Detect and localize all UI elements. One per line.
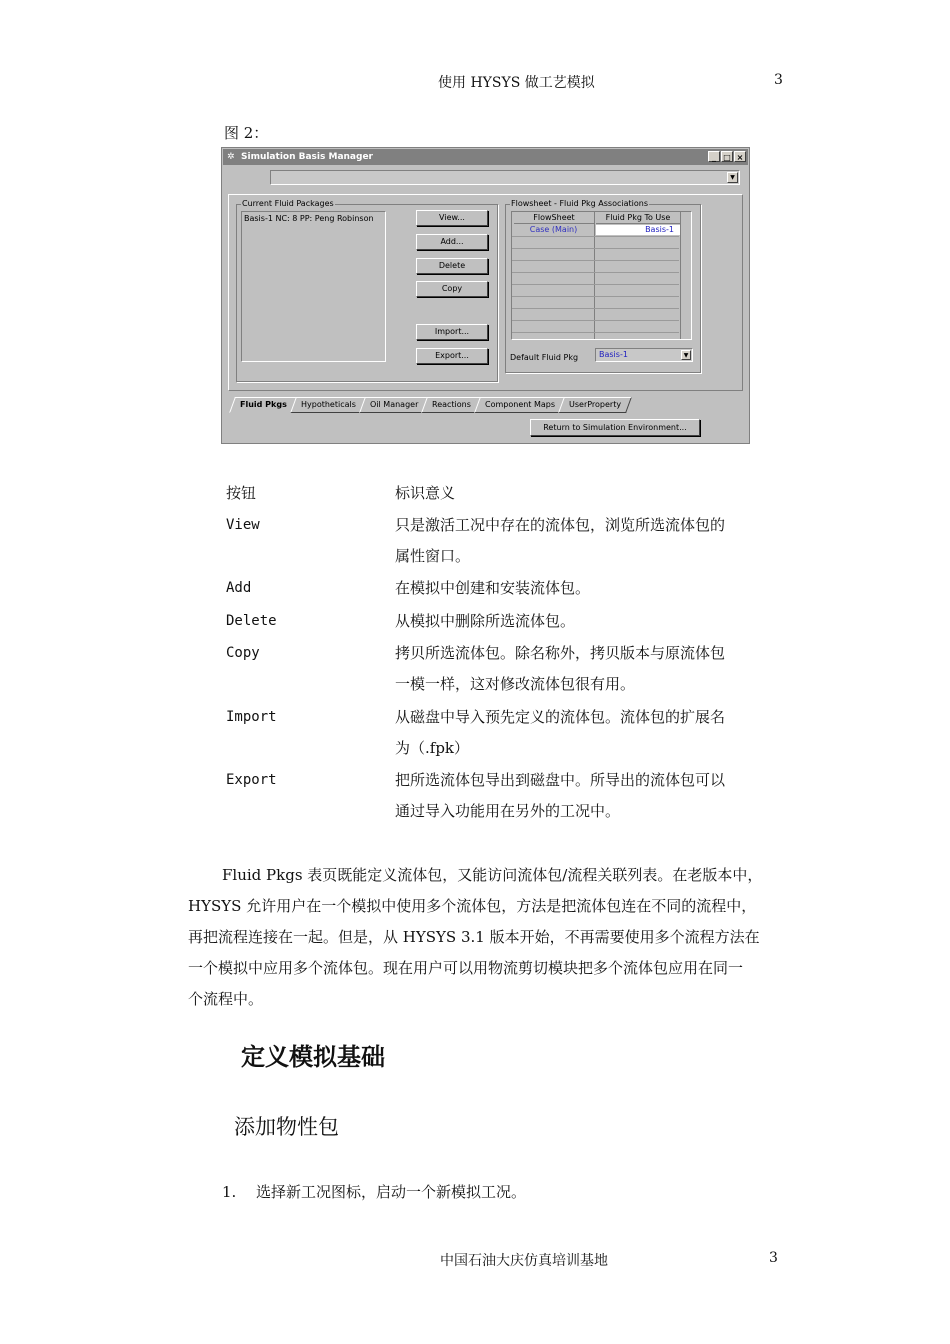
window-title: Simulation Basis Manager [241, 152, 373, 162]
assoc-table[interactable] [511, 211, 692, 340]
default-fluid-pkg-select[interactable] [595, 348, 693, 362]
subsection-heading: 添加物性包 [234, 1115, 339, 1139]
page-footer-text: 中国石油大庆仿真培训基地 [440, 1253, 608, 1269]
table-row-desc: 通过导入功能用在另外的工况中。 [395, 802, 621, 820]
paragraph-line: Fluid Pkgs 表页既能定义流体包，又能访问流体包/流程关联列表。在老版本中， [222, 866, 763, 884]
section-heading: 定义模拟基础 [241, 1043, 385, 1071]
table-col-meaning: 标识意义 [395, 484, 456, 502]
current-fluid-packages-label: Current Fluid Packages [242, 199, 334, 208]
figure-label: 图 2： [224, 124, 269, 142]
table-row-name: Export [226, 772, 277, 788]
table-col-button: 按钮 [226, 484, 257, 502]
assoc-group-label: Flowsheet - Fluid Pkg Associations [511, 199, 648, 208]
paragraph-line: HYSYS 允许用户在一个模拟中使用多个流体包，方法是把流体包连在不同的流程中， [188, 897, 757, 915]
table-row-desc: 从磁盘中导入预先定义的流体包。流体包的扩展名 [395, 708, 726, 726]
assoc-flowsheet-cell[interactable]: Case (Main) [529, 225, 578, 234]
page-footer-number: 3 [769, 1250, 778, 1266]
tab-fluid-pkgs[interactable]: Fluid Pkgs [229, 397, 298, 413]
maximize-button[interactable]: □ [721, 151, 733, 162]
close-button[interactable]: × [734, 151, 746, 162]
paragraph-line: 再把流程连接在一起。但是，从 HYSYS 3.1 版本开始，不再需要使用多个流程方法在 [188, 928, 760, 946]
top-combo[interactable] [270, 170, 740, 185]
table-row-desc: 只是激活工况中存在的流体包，浏览所选流体包的 [395, 516, 726, 534]
table-row-name: Add [226, 580, 252, 596]
chevron-down-icon[interactable]: ▼ [727, 172, 738, 183]
add-button[interactable]: Add... [416, 234, 488, 250]
paragraph-line: 个流程中。 [188, 990, 264, 1008]
table-row-name: Delete [226, 613, 277, 629]
table-row-desc: 一模一样，这对修改流体包很有用。 [395, 675, 636, 693]
view-button[interactable]: View... [416, 210, 488, 226]
import-button[interactable]: Import... [416, 324, 488, 340]
tab-strip [232, 397, 627, 413]
simulation-basis-manager-window [221, 147, 750, 444]
step-number: 1. [222, 1183, 237, 1201]
table-row-name: Import [226, 709, 277, 725]
tab-oil-manager[interactable]: Oil Manager [359, 397, 429, 413]
list-item[interactable]: Basis-1 NC: 8 PP: Peng Robinson [244, 214, 374, 223]
assoc-pkg-cell[interactable]: Basis-1 [596, 225, 680, 235]
assoc-col-flowsheet: FlowSheet [514, 213, 594, 224]
minimize-button[interactable]: _ [708, 151, 720, 162]
return-to-simulation-button[interactable]: Return to Simulation Environment... [530, 419, 700, 436]
assoc-col-pkg: Fluid Pkg To Use [596, 213, 680, 224]
table-row-desc: 在模拟中创建和安装流体包。 [395, 579, 591, 597]
paragraph-line: 一个模拟中应用多个流体包。现在用户可以用物流剪切模块把多个流体包应用在同一 [188, 959, 744, 977]
table-row-name: Copy [226, 645, 260, 661]
tab-hypotheticals[interactable]: Hypotheticals [290, 397, 367, 413]
tab-user-property[interactable]: UserProperty [558, 397, 632, 413]
table-row-name: View [226, 517, 260, 533]
table-row-desc: 为（.fpk） [395, 739, 470, 757]
default-fluid-pkg-label: Default Fluid Pkg [510, 353, 579, 362]
table-row-desc: 把所选流体包导出到磁盘中。所导出的流体包可以 [395, 771, 726, 789]
copy-button[interactable]: Copy [416, 281, 488, 297]
step-text: 选择新工况图标，启动一个新模拟工况。 [256, 1183, 527, 1201]
page-header-title: 使用 HYSYS 做工艺模拟 [438, 75, 595, 91]
default-fluid-pkg-value: Basis-1 [599, 350, 628, 359]
table-row-desc: 从模拟中删除所选流体包。 [395, 612, 576, 630]
app-icon: ✲ [227, 152, 235, 162]
export-button[interactable]: Export... [416, 348, 488, 364]
table-row-desc: 属性窗口。 [395, 547, 471, 565]
window-titlebar [223, 149, 748, 165]
tab-reactions[interactable]: Reactions [421, 397, 482, 413]
page-header-number: 3 [774, 72, 783, 88]
fluid-package-list[interactable] [241, 211, 386, 362]
tab-component-maps[interactable]: Component Maps [474, 397, 566, 413]
table-row-desc: 拷贝所选流体包。除名称外，拷贝版本与原流体包 [395, 644, 726, 662]
delete-button[interactable]: Delete [416, 258, 488, 274]
chevron-down-icon[interactable]: ▼ [681, 350, 691, 360]
